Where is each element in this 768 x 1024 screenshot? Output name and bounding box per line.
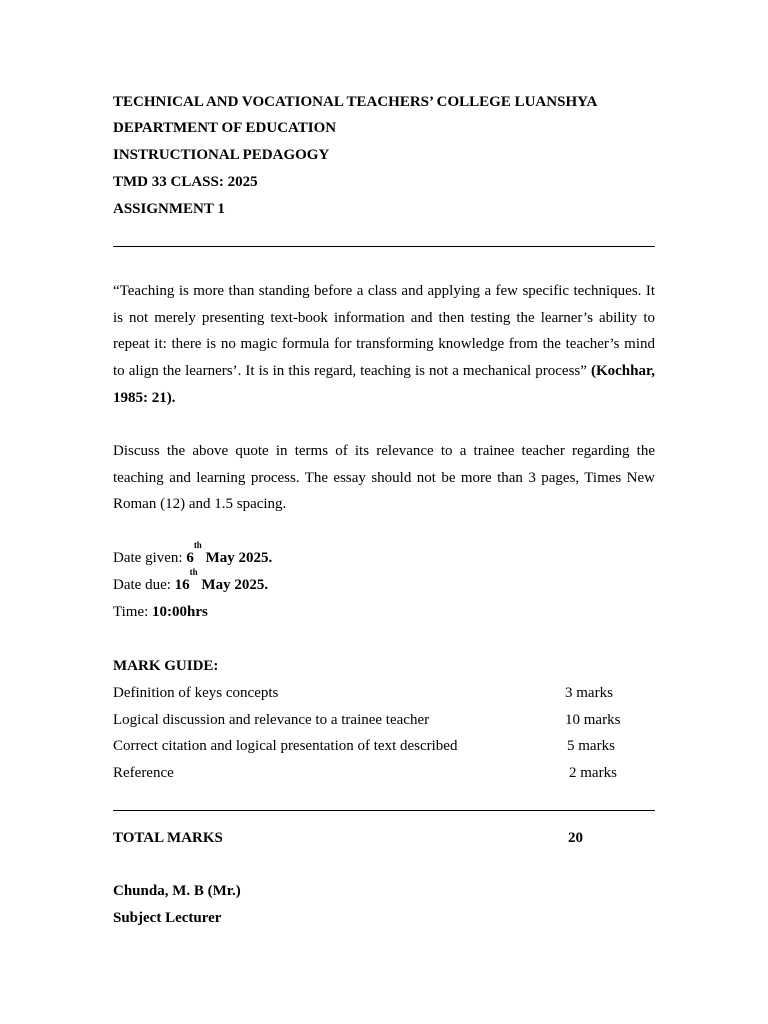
quote-text: “Teaching is more than standing before a class and applying a few specific techniques. It is not merely presenting text-book information and then testing the learner’s ability to repeat it: there is no magic formula for transforming knowledge from the teacher’s mind to align the learners’. It is in this regard, teaching is not a mechanical process” [113, 283, 655, 380]
mark-item-label: Reference [113, 765, 174, 781]
mark-item-value: 3 marks [565, 685, 613, 701]
instruction-paragraph: Discuss the above quote in terms of its relevance to a trainee teacher regarding the teaching and learning process. The essay should not be more than 3 pages, Times New Roman (12) and 1.5 spacing. [113, 443, 655, 513]
mark-item-value: 5 marks [567, 738, 615, 754]
date-due-label: Date due: [113, 577, 175, 593]
college-name: TECHNICAL AND VOCATIONAL TEACHERS’ COLLEGE LUANSHYA [113, 94, 598, 110]
lecturer-name: Chunda, M. B (Mr.) [113, 883, 241, 899]
total-divider [113, 810, 655, 811]
mark-item-label: Definition of keys concepts [113, 685, 279, 701]
date-due-rest: May 2025. [197, 577, 269, 593]
date-given [113, 540, 273, 568]
time-value: 10:00hrs [152, 604, 208, 620]
mark-item-label: Logical discussion and relevance to a trainee teacher [113, 712, 430, 728]
header-divider [113, 246, 655, 247]
date-due-day: 16 [174, 577, 190, 593]
assignment-page [113, 0, 655, 1024]
date-given-label: Date given: [113, 550, 187, 566]
date-given-rest: May 2025. [201, 550, 273, 566]
time [113, 602, 208, 622]
date-due-suffix: th [189, 567, 198, 577]
time-label: Time: [113, 604, 153, 620]
course-name: INSTRUCTIONAL PEDAGOGY [113, 147, 330, 163]
quote-paragraph [113, 278, 655, 412]
mark-item-value: 10 marks [565, 712, 621, 728]
department-name: DEPARTMENT OF EDUCATION [113, 120, 337, 136]
mark-item-value: 2 marks [569, 765, 617, 781]
class-name: TMD 33 CLASS: 2025 [113, 174, 258, 190]
date-given-day: 6 [186, 550, 194, 566]
quote-citation: (Kochhar, 1985: 21). [113, 363, 655, 406]
mark-item-label: Correct citation and logical presentation of text described [113, 738, 458, 754]
total-marks-label: TOTAL MARKS [113, 830, 223, 846]
total-marks-value: 20 [568, 830, 583, 846]
mark-guide-title: MARK GUIDE: [113, 658, 219, 674]
date-given-suffix: th [193, 540, 202, 550]
lecturer-role: Subject Lecturer [113, 910, 222, 926]
date-due [113, 567, 269, 595]
assignment-title: ASSIGNMENT 1 [113, 201, 225, 217]
